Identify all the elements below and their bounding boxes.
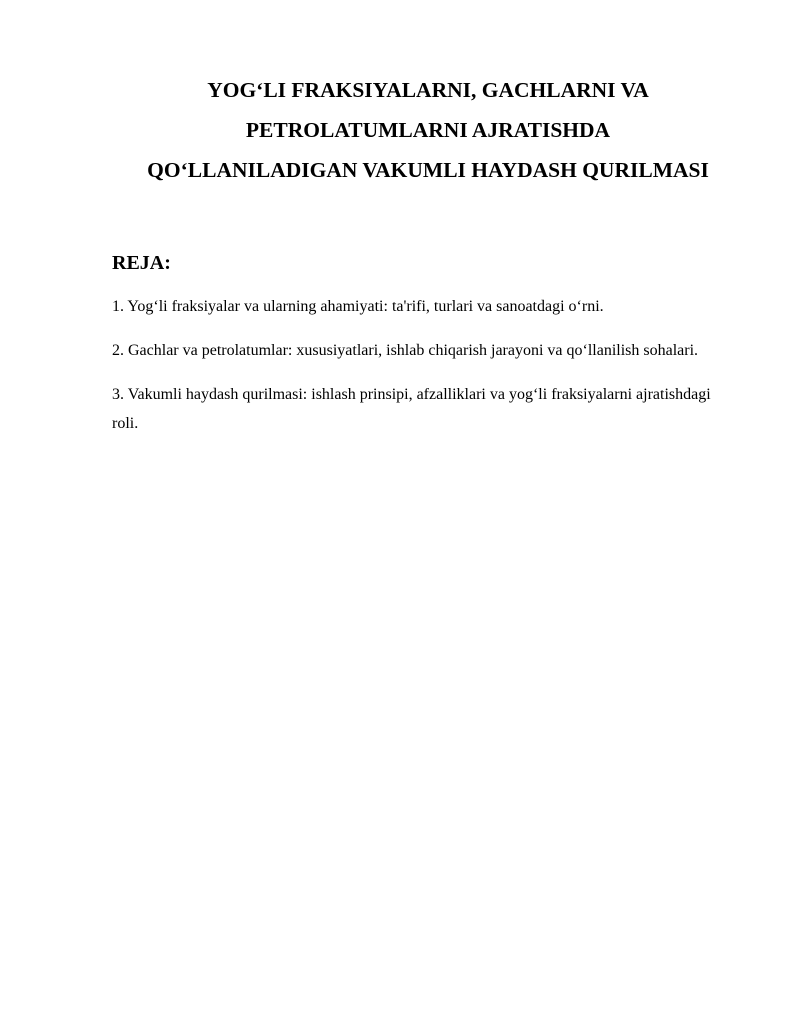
plan-item-3: 3. Vakumli haydash qurilmasi: ishlash prinsipi, afzalliklari va yog‘li fraksiyalarni ajratishdagi roli.	[112, 386, 711, 432]
plan-item-2: 2. Gachlar va petrolatumlar: xususiyatlari, ishlab chiqarish jarayoni va qo‘llanilish sohalari.	[112, 342, 699, 359]
document-title	[100, 70, 756, 190]
title-line-1: YOG‘LI FRAKSIYALARNI, GACHLARNI VA	[207, 78, 649, 102]
plan-item-1: 1. Yog‘li fraksiyalar va ularning ahamiyati: ta'rifi, turlari va sanoatdagi o‘rni.	[112, 298, 604, 315]
plan-list	[112, 292, 722, 453]
title-line-3: QO‘LLANILADIGAN VAKUMLI HAYDASH QURILMASI	[147, 158, 709, 182]
title-line-2: PETROLATUMLARNI AJRATISHDA	[245, 118, 611, 142]
plan-heading: REJA:	[112, 252, 171, 274]
